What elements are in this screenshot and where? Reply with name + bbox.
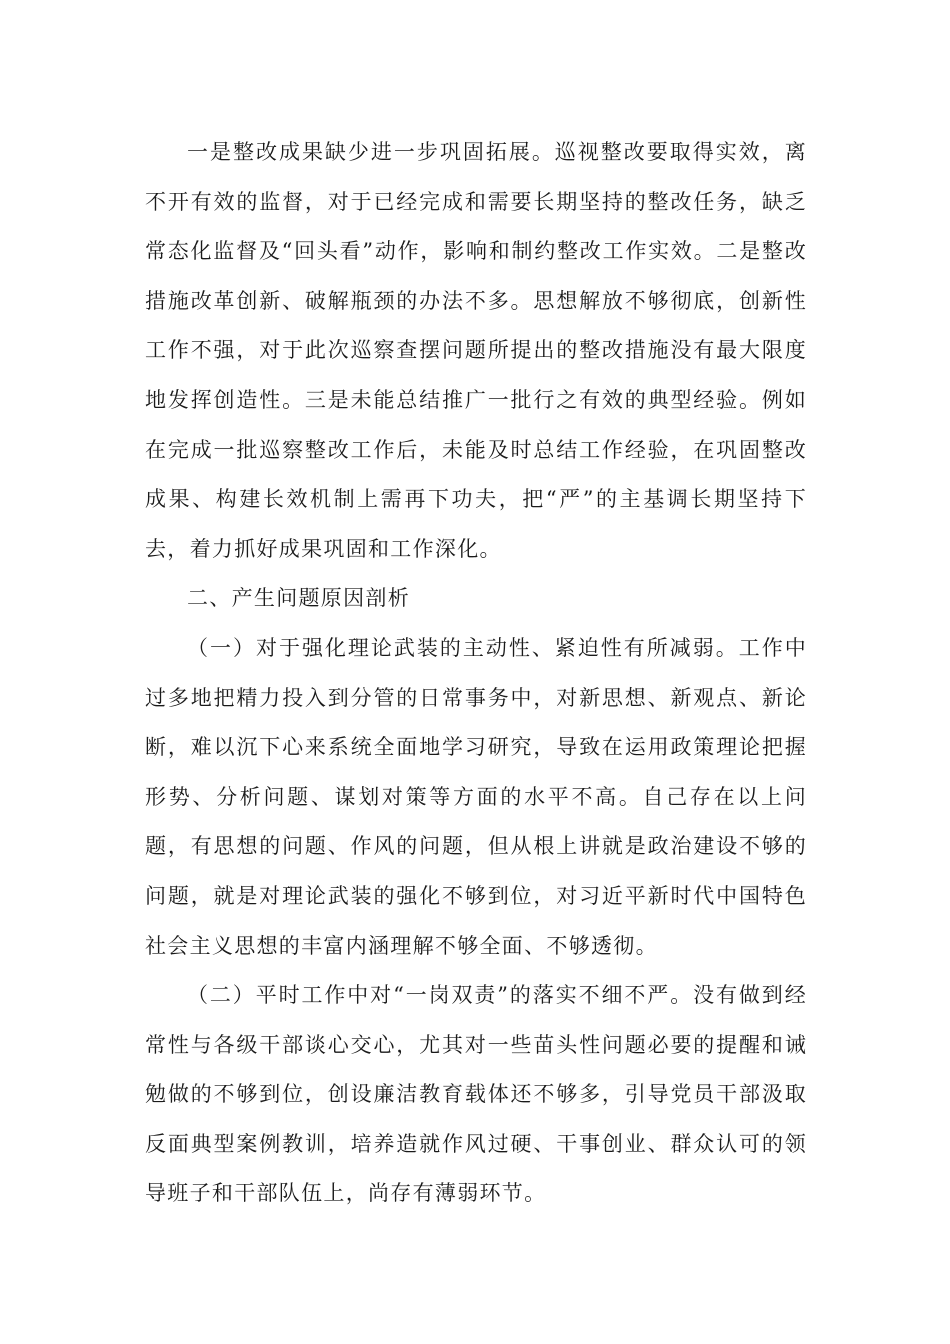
paragraph-theory-armament: （一）对于强化理论武装的主动性、紧迫性有所减弱。工作中过多地把精力投入到分管的日常事务中，对新思想、新观点、新论断，难以沉下心来系统全面地学习研究，导致在运用政策理论把握形势、分析问题、谋划对策等方面的水平不高。自己存在以上问题，有思想的问题、作风的问题，但从根上讲就是政治建设不够的问题，就是对理论武装的强化不够到位，对习近平新时代中国特色社会主义思想的丰富内涵理解不够全面、不够透彻。 <box>145 635 807 958</box>
paragraph-dual-responsibility: （二）平时工作中对“一岗双责”的落实不细不严。没有做到经常性与各级干部谈心交心，尤其对一些苗头性问题必要的提醒和诫勉做的不够到位，创设廉洁教育载体还不够多，引导党员干部汲取反面典型案例教训，培养造就作风过硬、干事创业、群众认可的领导班子和干部队伍上，尚存有薄弱环节。 <box>145 983 807 1206</box>
section-heading-cause-analysis: 二、产生问题原因剖析 <box>187 586 410 611</box>
document-page <box>145 128 807 1219</box>
paragraph-rectification-results: 一是整改成果缺少进一步巩固拓展。巡视整改要取得实效，离不开有效的监督，对于已经完成和需要长期坚持的整改任务，缺乏常态化监督及“回头看”动作，影响和制约整改工作实效。二是整改措施改革创新、破解瓶颈的办法不多。思想解放不够彻底，创新性工作不强，对于此次巡察查摆问题所提出的整改措施没有最大限度地发挥创造性。三是未能总结推广一批行之有效的典型经验。例如在完成一批巡察整改工作后，未能及时总结工作经验，在巩固整改成果、构建长效机制上需再下功夫，把“严”的主基调长期坚持下去，着力抓好成果巩固和工作深化。 <box>145 140 807 561</box>
